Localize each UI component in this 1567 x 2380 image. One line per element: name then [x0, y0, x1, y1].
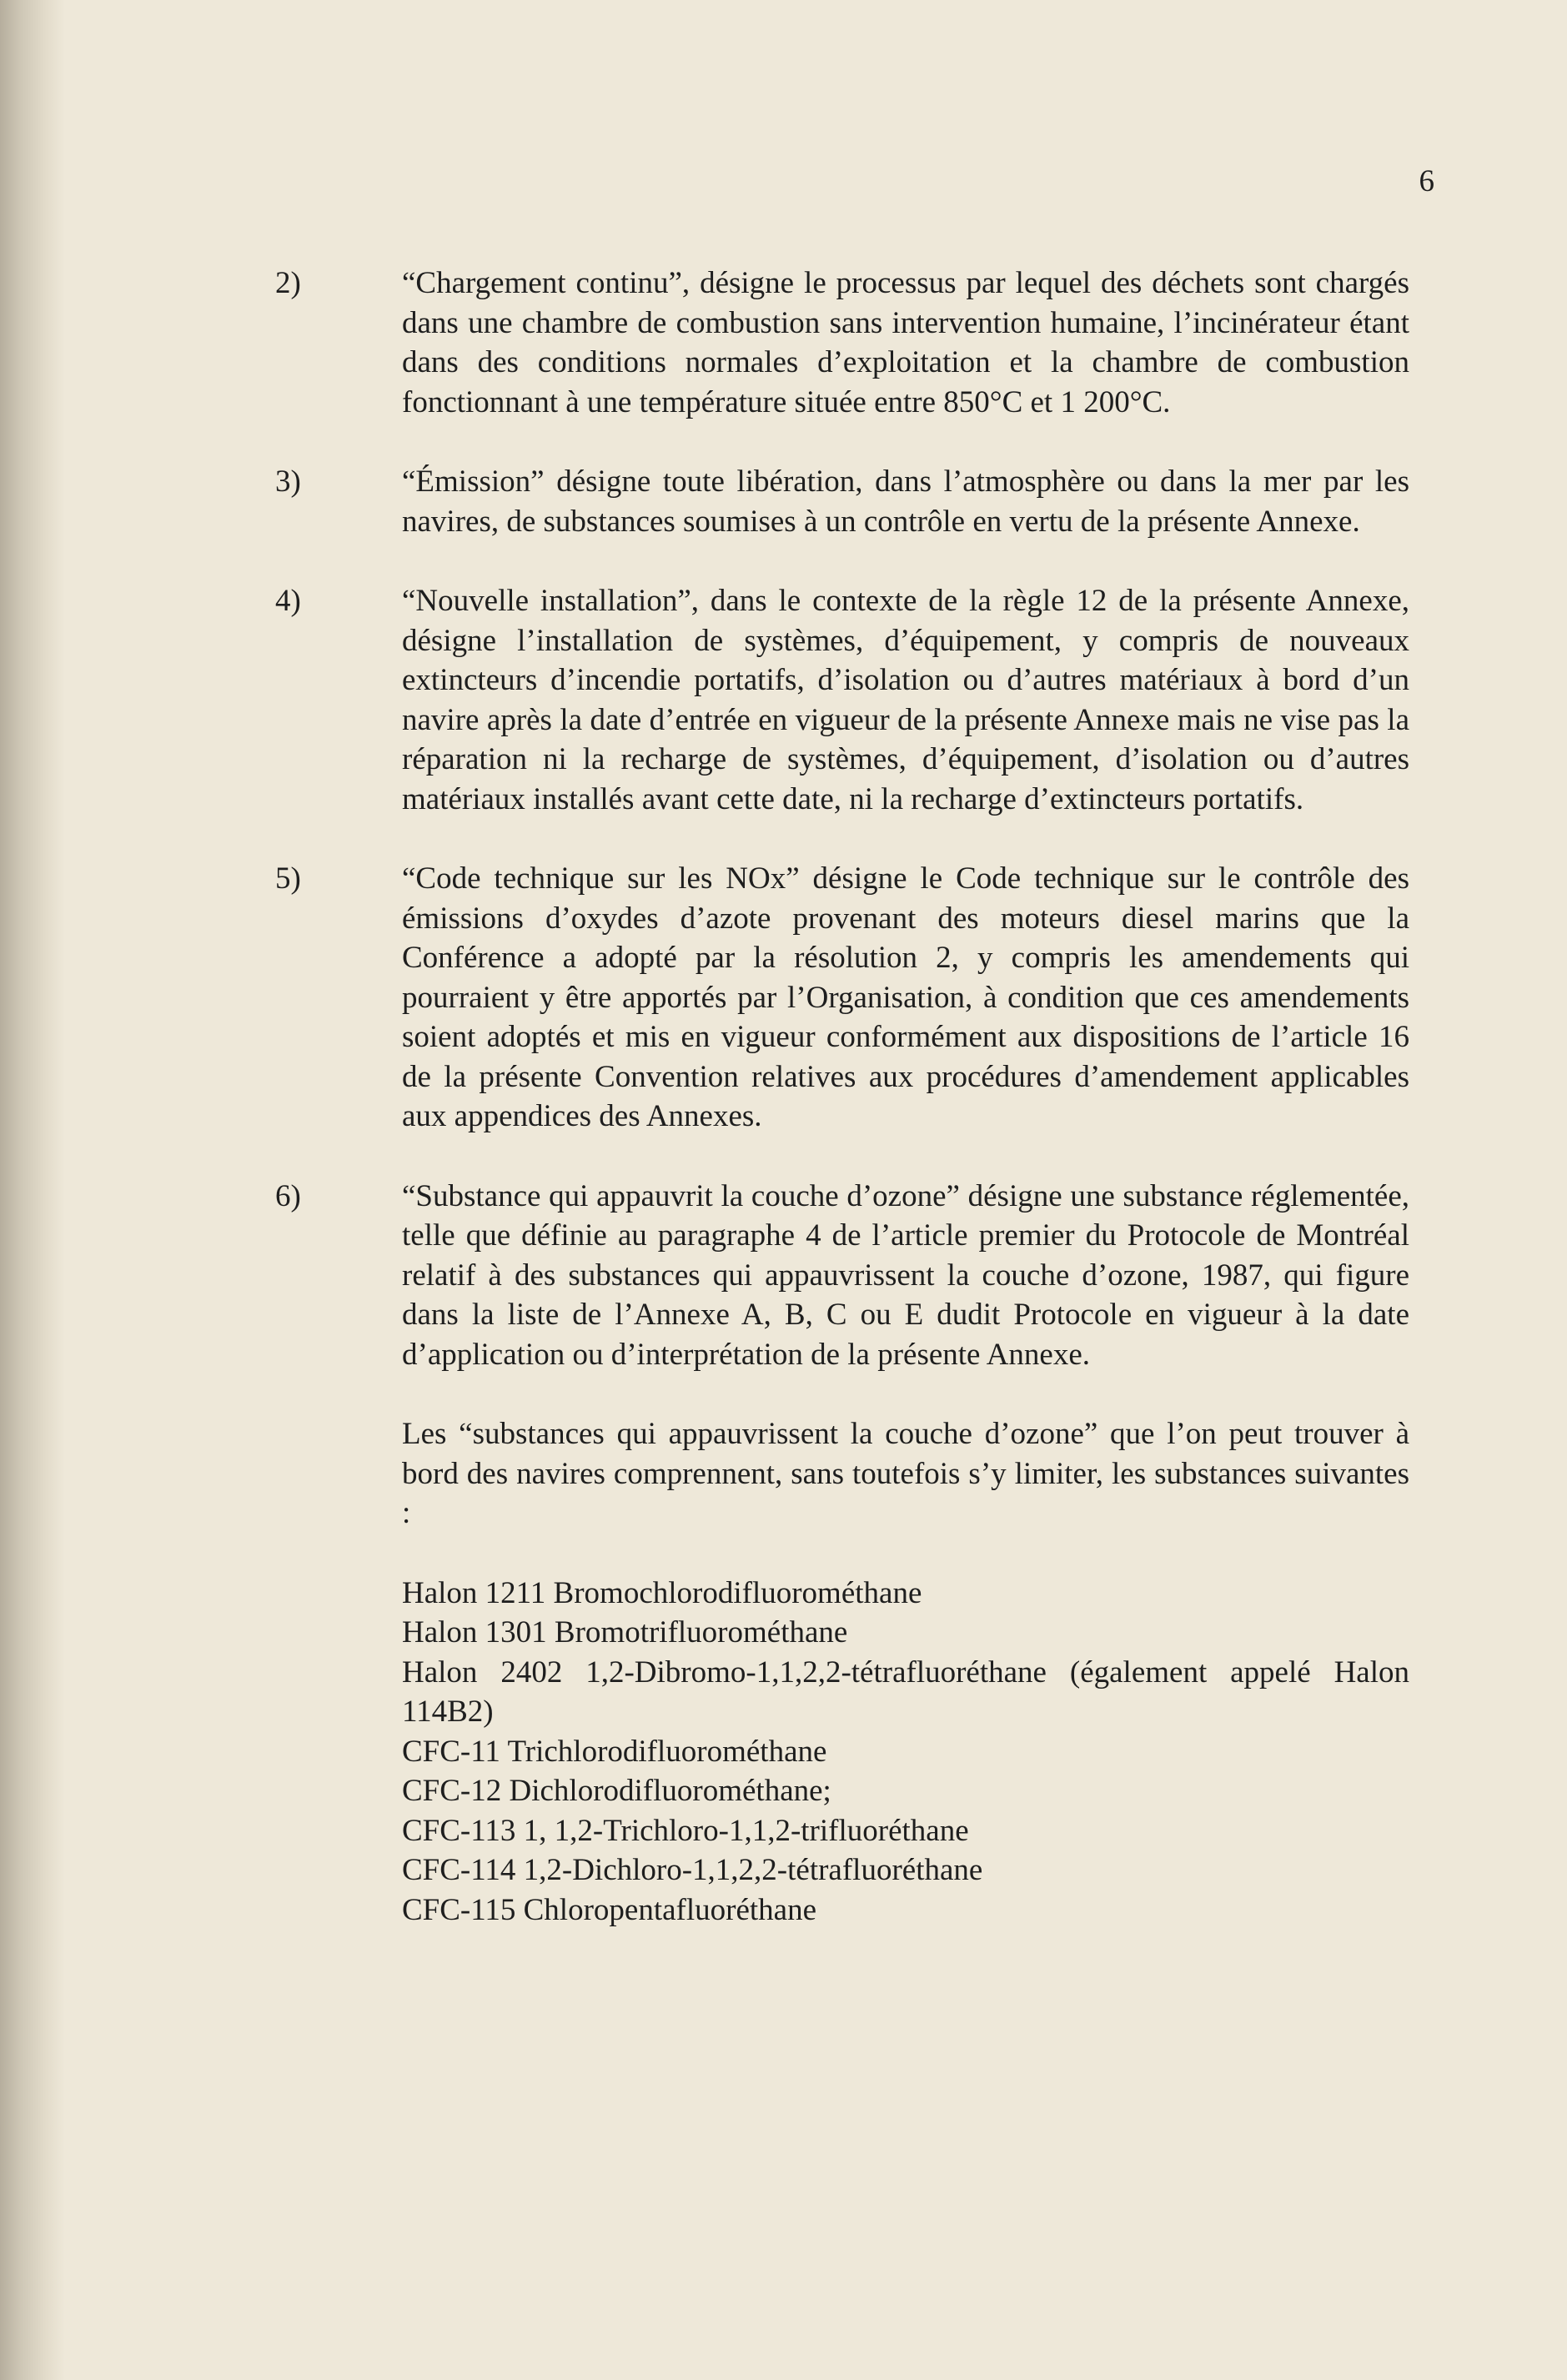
- substance-item: Halon 2402 1,2-Dibromo-1,1,2,2-tétrafluoréthane (également appelé Halon 114B2): [402, 1654, 1409, 1729]
- item-text: “Substance qui appauvrit la couche d’ozone” désigne une substance réglementée, telle que définie au paragraphe 4 de l’article premier du Protocole de Montréal relatif à des substances qui appauvrissent la couche d’ozone, 1987, qui figure dans la liste de l’Annexe A, B, C ou E dudit Protocole en vigueur à la date d’application ou d’interprétation de la présente Annexe.: [402, 1178, 1409, 1372]
- substance-item: CFC-113 1, 1,2-Trichloro-1,1,2-trifluoréthane: [402, 1813, 969, 1848]
- item-text: “Chargement continu”, désigne le processus par lequel des déchets sont chargés dans une chambre de combustion sans intervention humaine, l’incinérateur étant dans des conditions normales d’exploitation et la chambre de combustion fonctionnant à une température située entre 850°C et 1 200°C.: [402, 266, 1409, 419]
- substance-item: CFC-114 1,2-Dichloro-1,1,2,2-tétrafluoréthane: [402, 1853, 983, 1887]
- definition-item-3: [275, 462, 1409, 541]
- substance-item: Halon 1301 Bromotrifluorométhane: [402, 1615, 848, 1649]
- definition-item-2: [275, 264, 1409, 422]
- substance-item: CFC-11 Trichlorodifluorométhane: [402, 1734, 827, 1769]
- substance-item: CFC-115 Chloropentafluoréthane: [402, 1892, 817, 1927]
- item-text: “Nouvelle installation”, dans le contexte de la règle 12 de la présente Annexe, désigne l’installation de systèmes, d’équipement, y compris de nouveaux extincteurs d’incendie portatifs, d’isolation ou d’autres matériaux à bord d’un navire après la date d’entrée en vigueur de la présente Annexe mais ne vise pas la réparation ni la recharge de systèmes, d’équipement, d’isolation ou d’autres matériaux installés avant cette date, ni la recharge d’extincteurs portatifs.: [402, 584, 1409, 816]
- substance-item: Halon 1211 Bromochlorodifluorométhane: [402, 1575, 922, 1610]
- definition-item-5: [275, 859, 1409, 1137]
- substances-list: [402, 1574, 1409, 1931]
- item-number: 3): [275, 464, 301, 499]
- page-spine-shadow: [0, 0, 65, 2380]
- substance-item: CFC-12 Dichlorodifluorométhane;: [402, 1774, 831, 1808]
- page-number: 6: [1419, 164, 1434, 198]
- item-text: “Code technique sur les NOx” désigne le Code technique sur le contrôle des émissions d’oxydes d’azote provenant des moteurs diesel marins que la Conférence a adopté par la résolution 2, y compris les amendements qui pourraient y être apportés par l’Organisation, à condition que ces amendements soient adoptés et mis en vigueur conformément aux dispositions de l’article 16 de la présente Convention relatives aux procédures d’amendement applicables aux appendices des Annexes.: [402, 861, 1409, 1133]
- definition-item-6: [275, 1177, 1409, 1931]
- item-number: 6): [275, 1178, 301, 1213]
- definitions-section: [275, 264, 1409, 1970]
- item-text: “Émission” désigne toute libération, dans l’atmosphère ou dans la mer par les navires, de substances soumises à un contrôle en vertu de la présente Annexe.: [402, 464, 1409, 539]
- substances-intro: Les “substances qui appauvrissent la couche d’ozone” que l’on peut trouver à bord des navires comprennent, sans toutefois s’y limiter, les substances suivantes :: [402, 1417, 1409, 1530]
- item-number: 2): [275, 266, 301, 300]
- item-number: 5): [275, 861, 301, 896]
- definition-item-4: [275, 581, 1409, 819]
- item-number: 4): [275, 584, 301, 618]
